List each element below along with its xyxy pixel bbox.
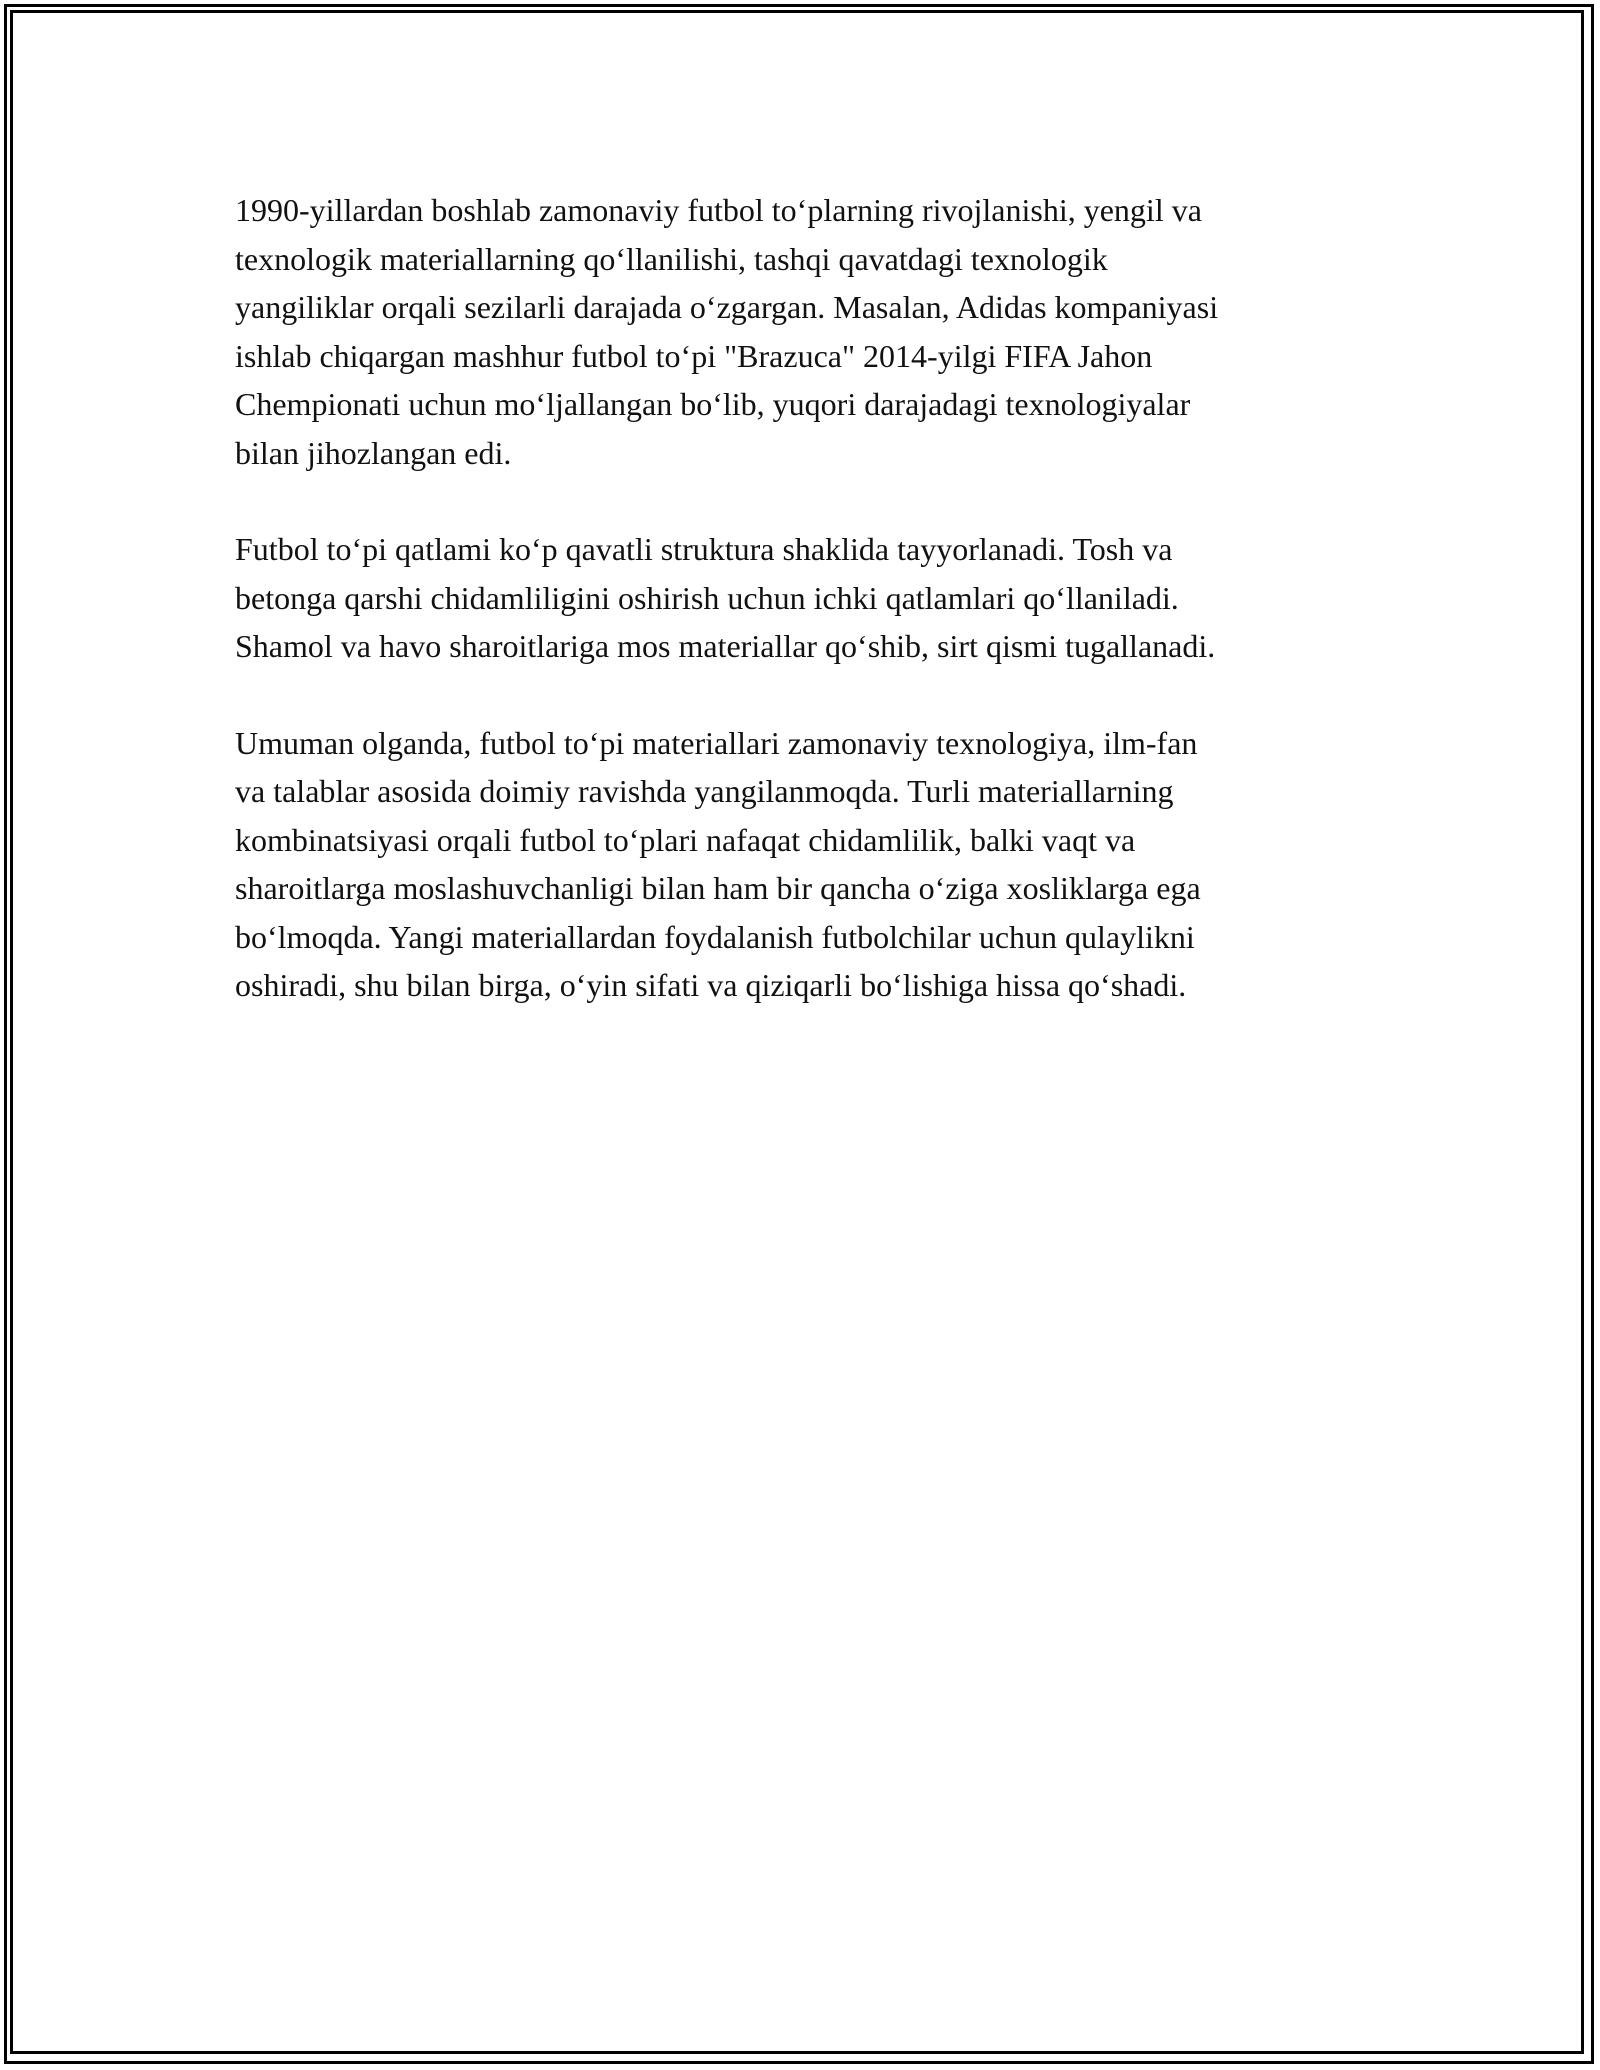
paragraph-3: Umuman olganda, futbol to‘pi materiallari zamonaviy texnologiya, ilm-fan va talablar asosida doimiy ravishda yangilanmoqda. Turli materiallarning kombinatsiyasi orqali futbol to‘plari nafaqat chidamlilik, balki vaqt va sharoitlarga moslashuvchanligi bilan ham bir qancha o‘ziga xosliklarga ega bo‘lmoqda. Yangi materiallardan foydalanish futbolchilar uchun qulaylikni oshiradi, shu bilan birga, o‘yin sifati va qiziqarli bo‘lishiga hissa qo‘shadi.: [235, 724, 1201, 1003]
document-body: [235, 186, 1395, 1058]
paragraph-1: 1990-yillardan boshlab zamonaviy futbol to‘plarning rivojlanishi, yengil va texnologik materiallarning qo‘llanilishi, tashqi qavatdagi texnologik yangiliklar orqali sezilarli darajada o‘zgargan. Masalan, Adidas kompaniyasi ishlab chiqargan mashhur futbol to‘pi "Brazuca" 2014-yilgi FIFA Jahon Chempionati uchun mo‘ljallangan bo‘lib, yuqori darajadagi texnologiyalar bilan jihozlangan edi.: [235, 192, 1219, 471]
paragraph-2: Futbol to‘pi qatlami ko‘p qavatli struktura shaklida tayyorlanadi. Tosh va betonga qarshi chidamliligini oshirish uchun ichki qatlamlari qo‘llaniladi. Shamol va havo sharoitlariga mos materiallar qo‘shib, sirt qismi tugallanadi.: [235, 531, 1216, 664]
